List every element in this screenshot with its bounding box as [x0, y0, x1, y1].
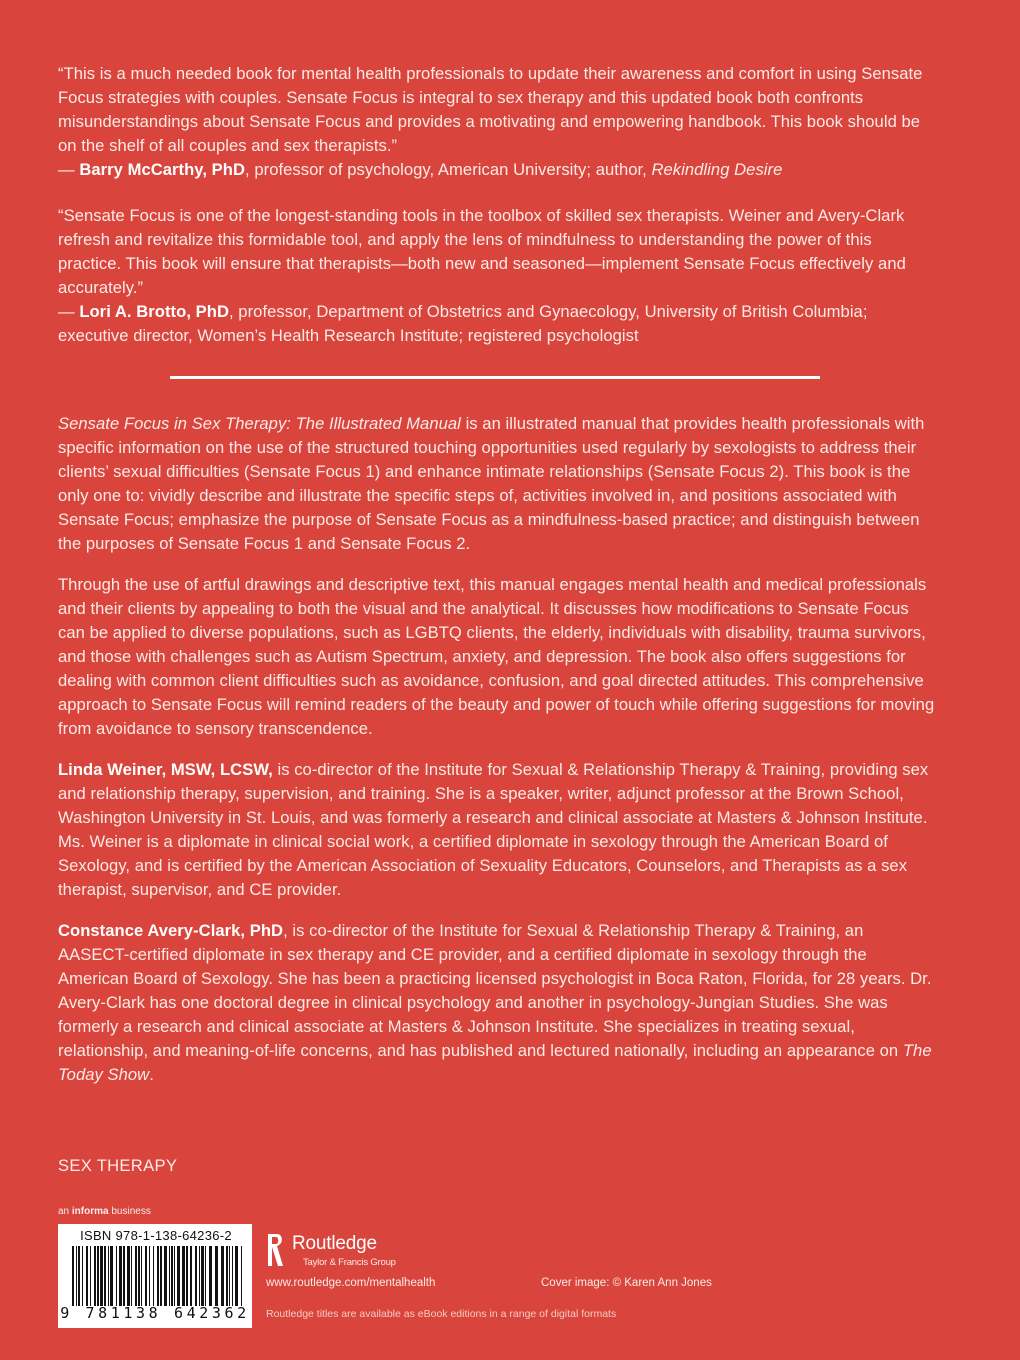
- book-title: Sensate Focus in Sex Therapy: The Illustrated Manual: [58, 414, 461, 433]
- quote-attribution: — Lori A. Brotto, PhD, professor, Department of Obstetrics and Gynaecology, University of British Columbia; executive director, Women’s Health Research Institute; registered psychologist: [58, 302, 868, 345]
- publisher-website[interactable]: www.routledge.com/mentalhealth: [266, 1277, 436, 1289]
- barcode-bar: [131, 1246, 132, 1306]
- section-divider: [170, 376, 820, 379]
- barcode-icon: [72, 1246, 246, 1306]
- barcode-bar: [205, 1246, 206, 1306]
- routledge-logo-icon: [266, 1232, 286, 1268]
- barcode-bar: [209, 1246, 212, 1306]
- barcode-bar: [82, 1246, 83, 1306]
- barcode-bar: [195, 1246, 197, 1306]
- cover-image-credit: Cover image: © Karen Ann Jones: [541, 1277, 712, 1289]
- barcode-bar: [157, 1246, 159, 1306]
- author-name: Constance Avery-Clark, PhD: [58, 921, 284, 940]
- barcode-bar: [72, 1246, 74, 1306]
- endorser-name: Barry McCarthy, PhD: [79, 160, 246, 179]
- ebook-availability-note: Routledge titles are available as eBook editions in a range of digital formats: [266, 1308, 617, 1320]
- barcode-digits: 9 781138 642362: [60, 1304, 250, 1322]
- barcode-bar: [127, 1246, 130, 1306]
- barcode-bar: [235, 1246, 238, 1306]
- barcode-bar: [190, 1246, 192, 1306]
- informa-business-label: an informa business: [58, 1206, 151, 1217]
- barcode-bar: [104, 1246, 106, 1306]
- barcode-bar: [174, 1246, 175, 1306]
- barcode-bar: [186, 1246, 188, 1306]
- endorsement-mccarthy: [58, 62, 938, 182]
- barcode-bar: [215, 1246, 218, 1306]
- barcode-bar: [90, 1246, 91, 1306]
- barcode-bar: [76, 1246, 77, 1306]
- barcode-bar: [171, 1246, 173, 1306]
- barcode-bar: [241, 1246, 242, 1306]
- barcode-bar: [153, 1246, 154, 1306]
- barcode-bar: [138, 1246, 140, 1306]
- barcode-bar: [123, 1246, 125, 1306]
- endorsements: [58, 62, 938, 348]
- barcode-bar: [78, 1246, 80, 1306]
- book-description: [58, 412, 938, 1104]
- barcode-bar: [141, 1246, 142, 1306]
- barcode-bar: [119, 1246, 122, 1306]
- subject-category: SEX THERAPY: [58, 1156, 178, 1175]
- author-name: Linda Weiner, MSW, LCSW,: [58, 760, 273, 779]
- barcode-bar: [232, 1246, 233, 1306]
- barcode-bar: [221, 1246, 224, 1306]
- barcode-bar: [201, 1246, 204, 1306]
- publisher-name: Routledge: [292, 1233, 377, 1254]
- barcode-bar: [100, 1246, 103, 1306]
- work-title: Rekindling Desire: [651, 160, 783, 179]
- barcode-bar: [169, 1246, 170, 1306]
- barcode-bar: [229, 1246, 230, 1306]
- endorsement-brotto: [58, 204, 938, 348]
- quote-text: “Sensate Focus is one of the longest-standing tools in the toolbox of skilled sex therapists. Weiner and Avery-Clark refresh and revitalize this formidable tool, and apply the lens of mindfulness to understanding the power of this practice. This book will ensure that therapists—both new and seasoned—implement Sensate Focus effectively and accurately.”: [58, 206, 906, 297]
- barcode-bar: [116, 1246, 117, 1306]
- barcode-bar: [177, 1246, 180, 1306]
- barcode-bar: [145, 1246, 147, 1306]
- barcode-bar: [97, 1246, 99, 1306]
- description-paragraph-1: Sensate Focus in Sex Therapy: The Illustrated Manual is an illustrated manual that provides health professionals with specific information on the use of the structured touching opportunities used regularly by sexologists to address their clients’ sexual difficulties (Sensate Focus 1) and enhance intimate relationships (Sensate Focus 2). This book is the only one to: vividly describe and illustrate the specific steps of, activities involved in, and positions associated with Sensate Focus; emphasize the purpose of Sensate Focus as a mindfulness-based practice; and distinguish between the purposes of Sensate Focus 1 and Sensate Focus 2.: [58, 414, 925, 553]
- barcode-bar: [164, 1246, 167, 1306]
- author-bio-weiner: Linda Weiner, MSW, LCSW, is co-director of the Institute for Sexual & Relationship Therapy & Training, providing sex and relationship therapy, supervision, and training. She is a speaker, writer, adjunct professor at the Brown School, Washington University in St. Louis, and was formerly a research and clinical associate at Masters & Johnson Institute. Ms. Weiner is a diplomate in clinical social work, a certified diplomate in sexology through the American Board of Sexology, and is certified by the American Association of Sexuality Educators, Counselors, and Therapists as a sex therapist, supervisor, and CE provider.: [58, 760, 929, 899]
- barcode-bar: [226, 1246, 228, 1306]
- description-paragraph-2: Through the use of artful drawings and descriptive text, this manual engages mental health and medical professionals and their clients by appealing to both the visual and the analytical. It discusses how modifications to Sensate Focus can be applied to diverse populations, such as LGBTQ clients, the elderly, individuals with disability, trauma survivors, and those with challenges such as Autism Spectrum, anxiety, and depression. The book also offers suggestions for dealing with common client difficulties such as avoidance, confusion, and goal directed attitudes. This comprehensive approach to Sensate Focus will remind readers of the beauty and power of touch while offering suggestions for moving from avoidance to sensory transcendence.: [58, 575, 935, 738]
- barcode-bar: [110, 1246, 113, 1306]
- endorser-name: Lori A. Brotto, PhD: [79, 302, 229, 321]
- quote-attribution: — Barry McCarthy, PhD, professor of psychology, American University; author, Rekindling Desire: [58, 160, 783, 179]
- barcode-bar: [94, 1246, 96, 1306]
- barcode-bar: [199, 1246, 200, 1306]
- barcode-bar: [135, 1246, 137, 1306]
- barcode-bar: [108, 1246, 109, 1306]
- author-bio-avery-clark: Constance Avery-Clark, PhD, is co-director of the Institute for Sexual & Relationship Therapy & Training, an AASECT-certified diplomate in sex therapy and CE provider, and a certified diplomate in sexology through the American Board of Sexology. She has been a practicing licensed psychologist in Boca Raton, Florida, for 28 years. Dr. Avery-Clark has one doctoral degree in clinical psychology and another in psychology-Jungian Studies. She was formerly a research and clinical associate at Masters & Johnson Institute. She specializes in treating sexual, relationship, and meaning-of-life concerns, and has published and lectured nationally, including an appearance on The Today Show.: [58, 921, 932, 1084]
- publisher-group: Taylor & Francis Group: [303, 1257, 396, 1268]
- show-title: The Today Show: [58, 1041, 932, 1084]
- isbn-barcode: [58, 1224, 252, 1328]
- barcode-bar: [86, 1246, 88, 1306]
- informa-brand: informa: [71, 1206, 109, 1217]
- isbn-number: ISBN 978-1-138-64236-2: [80, 1228, 232, 1243]
- quote-text: “This is a much needed book for mental health professionals to update their awareness and comfort in using Sensate Focus strategies with couples. Sensate Focus is integral to sex therapy and this updated book both confronts misunderstandings about Sensate Focus and provides a motivating and empowering handbook. This book should be on the shelf of all couples and sex therapists.”: [58, 64, 923, 155]
- barcode-bar: [149, 1246, 150, 1306]
- barcode-bar: [160, 1246, 162, 1306]
- barcode-bar: [182, 1246, 185, 1306]
